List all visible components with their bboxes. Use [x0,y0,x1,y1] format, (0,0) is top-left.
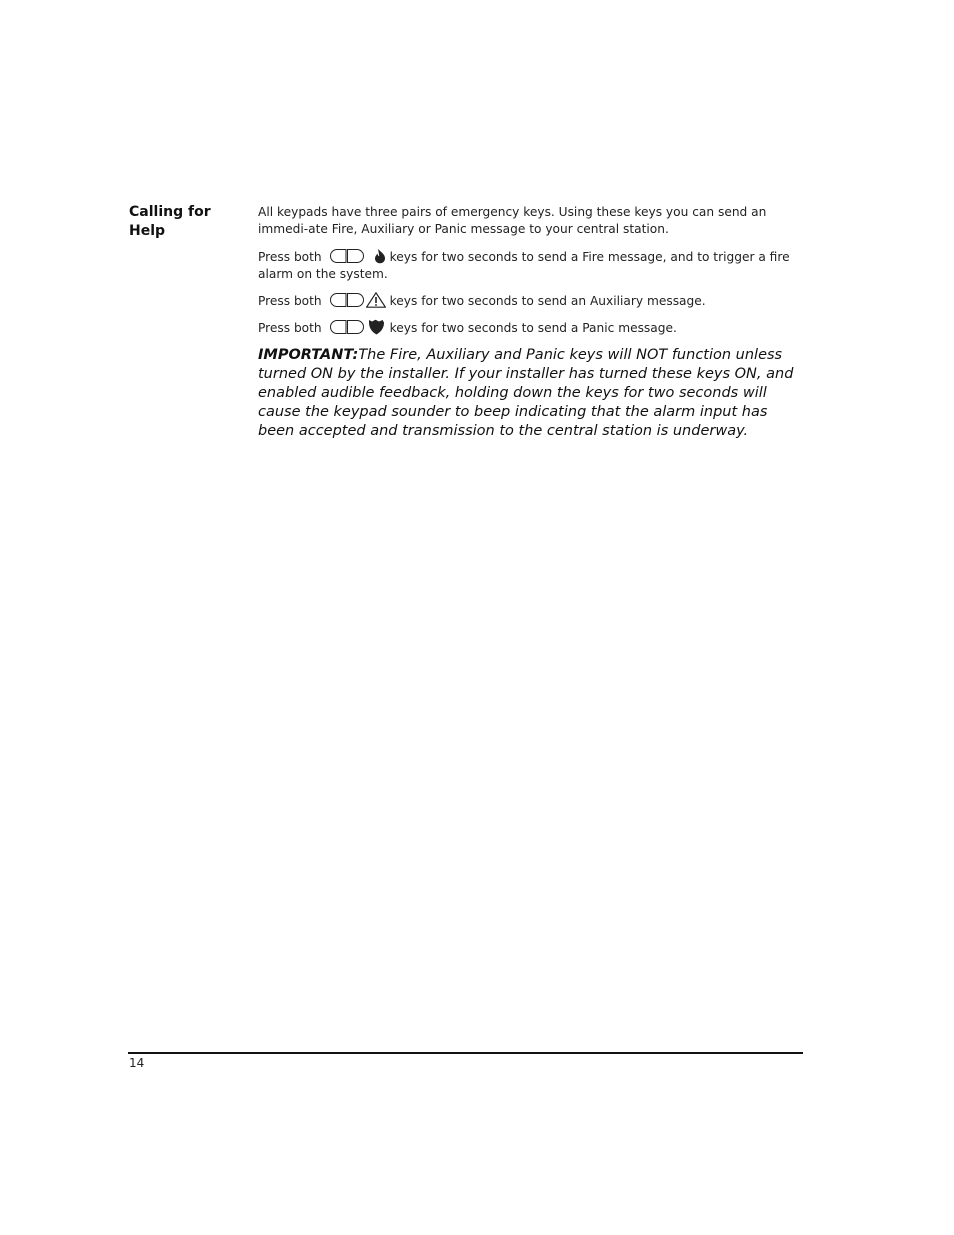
important-note [258,346,804,441]
auxiliary-instruction-text: keys for two seconds to send an Auxiliary message. [389,294,706,308]
fire-icon [375,249,385,263]
shield-icon [369,320,384,335]
key-right-icon [347,250,363,263]
panic-instruction-text: keys for two seconds to send a Panic message. [389,321,677,335]
auxiliary-press-label: Press both [258,294,322,308]
intro-paragraph: All keypads have three pairs of emergency keys. Using these keys you can send an immedi-ate Fire, Auxiliary or Panic message to your central station. [258,205,767,236]
panic-instruction [258,319,804,337]
key-right-icon [347,321,363,334]
auxiliary-key-pair [328,292,386,308]
footer-divider [128,1052,803,1054]
fire-instruction [258,248,804,283]
key-right-icon [347,294,363,307]
key-left-icon [330,294,346,307]
page-number: 14 [129,1056,145,1070]
section-heading: Calling for Help [129,204,211,239]
fire-key-pair [328,248,386,264]
warning-triangle-icon [366,293,385,307]
panic-key-pair [328,319,386,335]
fire-instruction-text: keys for two seconds to send a Fire message, and to trigger a fire alarm on the system. [258,250,790,281]
auxiliary-instruction [258,292,804,310]
key-left-icon [330,250,346,263]
key-left-icon [330,321,346,334]
panic-press-label: Press both [258,321,322,335]
important-text: The Fire, Auxiliary and Panic keys will NOT function unless turned ON by the installer. If your installer has turned these keys ON, and enabled audible feedback, holding down the keys for two seconds will cause the keypad sounder to beep indicating that the alarm input has been accepted and transmission to the central station is underway. [258,347,794,439]
important-label: IMPORTANT: [258,347,359,363]
fire-press-label: Press both [258,250,322,264]
body-column [258,204,804,441]
